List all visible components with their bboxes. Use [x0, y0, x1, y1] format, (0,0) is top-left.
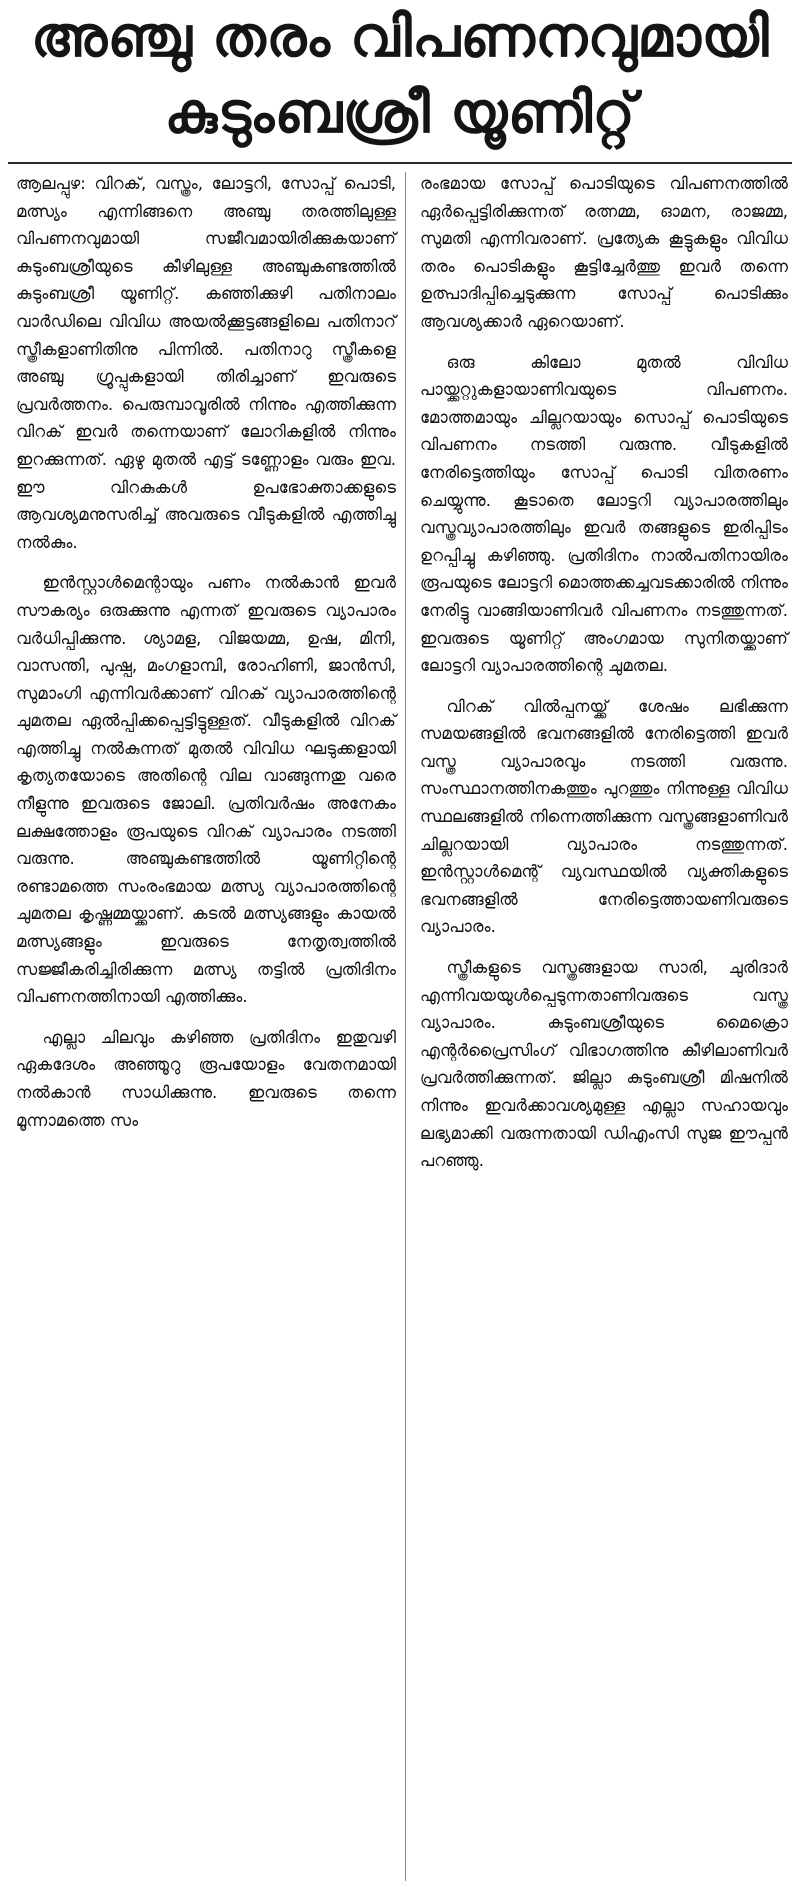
- headline-line-2: കുടുംബശ്രീ യൂണിറ്റ്: [164, 81, 636, 146]
- headline: [0, 0, 800, 152]
- article-column-right: [420, 170, 788, 1188]
- headline-rule: [8, 162, 792, 164]
- headline-line-1: അഞ്ചു തരം വിപണനവുമായി: [30, 5, 770, 70]
- article-column-left: [16, 170, 396, 1147]
- paragraph: എല്ലാ ചിലവും കഴിഞ്ഞ പ്രതിദിനം ഇതുവഴി ഏകദേശം അഞ്ഞൂറു രൂപയോളം വേതനമായി നൽകാൻ സാധിക്കുന്നു. ഇവരുടെ തന്നെ മൂന്നാമത്തെ സം: [16, 1027, 396, 1130]
- paragraph: ആലപ്പുഴ: വിറക്, വസ്ത്രം, ലോട്ടറി, സോപ്പ് പൊടി, മത്സ്യം എന്നിങ്ങനെ അഞ്ചു തരത്തിലുള്ള വിപണനവുമായി സജീവമായിരിക്കുകയാണ് കുടുംബശ്രീയുടെ കീഴിലുള്ള അഞ്ചുകണ്ടത്തിൽ കുടുംബശ്രീ യൂണിറ്റ്. കഞ്ഞിക്കുഴി പതിനാലം വാർഡിലെ വിവിധ അയൽക്കൂട്ടങ്ങളിലെ പതിനാറ് സ്ത്രീകളാണിതിനു പിന്നിൽ. പതിനാറു സ്ത്രീകളെ അഞ്ചു ഗ്രൂപ്പുകളായി തിരിച്ചാണ് ഇവരുടെ പ്രവർത്തനം. പെരുമ്പാവൂരിൽ നിന്നും എത്തിക്കുന്ന വിറക് ഇവർ തന്നെയാണ് ലോറികളിൽ നിന്നും ഇറക്കുന്നത്. ഏഴു മുതൽ എട്ട് ടണ്ണോളം വരും ഇവ. ഈ വിറകുകൾ ഉപഭോക്താക്കളുടെ ആവശ്യമനുസരിച്ച് അവരുടെ വീടുകളിൽ എത്തിച്ചു നൽകും.: [16, 174, 396, 552]
- column-divider: [405, 172, 406, 1881]
- paragraph: സ്ത്രീകളുടെ വസ്ത്രങ്ങളായ സാരി, ചുരിദാർ എന്നിവയയുൾപ്പെടുന്നതാണിവരുടെ വസ്ത്ര വ്യാപാരം. കുടുംബശ്രീയുടെ മൈക്രൊ എന്റർപ്രൈസിംഗ് വിഭാഗത്തിനു കീഴിലാണിവർ പ്രവർത്തിക്കുന്നത്. ജില്ലാ കുടുംബശ്രീ മിഷനിൽ നിന്നും ഇവർക്കാവശ്യമുള്ള എല്ലാ സഹായവും ലഭ്യമാക്കി വരുന്നതായി ഡിഎംസി സുജ ഈപ്പൻ പറഞ്ഞു.: [420, 958, 788, 1171]
- paragraph: ഇൻസ്റ്റാൾമെന്റായും പണം നൽകാൻ ഇവർ സൗകര്യം ഒരുക്കുന്നു എന്നത് ഇവരുടെ വ്യാപാരം വർധിപ്പിക്കുന്നു. ശ്യാമള, വിജയമ്മ, ഉഷ, മിനി, വാസന്തി, പുഷ്പ, മംഗളാമ്പി, രോഹിണി, ജാൻസി, സുമാംഗി എന്നിവർക്കാണ് വിറക് വ്യാപാരത്തിന്റെ ചുമതല ഏൽപ്പിക്കപ്പെട്ടിട്ടുള്ളത്. വീടുകളിൽ വിറക് എത്തിച്ചു നൽകുന്നത് മുതൽ വിവിധ ഘടുക്കളായി കൃത്യതയോടെ അതിന്റെ വില വാങ്ങുന്നതു വരെ നീളുന്നു ഇവരുടെ ജോലി. പ്രതിവർഷം അനേകം ലക്ഷത്തോളം രൂപയുടെ വിറക് വ്യാപാരം നടത്തി വരുന്നു. അഞ്ചുകണ്ടത്തിൽ യൂണിറ്റിന്റെ രണ്ടാമത്തെ സംരംഭമായ മത്സ്യ വ്യാപാരത്തിന്റെ ചുമതല കൃഷ്ണമ്മയ്ക്കാണ്. കടൽ മത്സ്യങ്ങളും കായൽ മത്സ്യങ്ങളും ഇവരുടെ നേതൃത്വത്തിൽ സജ്ജീകരിച്ചിരിക്കുന്ന മത്സ്യ തട്ടിൽ പ്രതിദിനം വിപണനത്തിനായി എത്തിക്കും.: [16, 573, 396, 1007]
- paragraph: രംഭമായ സോപ്പ് പൊടിയുടെ വിപണനത്തിൽ ഏർപ്പെട്ടിരിക്കുന്നത് രത്നമ്മ, ഓമന, രാജമ്മ, സുമതി എന്നിവരാണ്. പ്രത്യേക കൂട്ടുകളും വിവിധ തരം പൊടികളും കൂട്ടിച്ചേർത്തു ഇവർ തന്നെ ഉത്പാദിപ്പിച്ചെടുക്കുന്ന സോപ്പ് പൊടിക്കും ആവശ്യക്കാർ ഏറെയാണ്.: [420, 174, 788, 331]
- paragraph: ഒരു കിലോ മുതൽ വിവിധ പായ്ക്കറ്റുകളായാണിവയുടെ വിപണനം. മോത്തമായും ചില്ലറയായും സൊപ്പ് പൊടിയുടെ വിപണനം നടത്തി വരുന്നു. വീടുകളിൽ നേരിട്ടെത്തിയും സോപ്പ് പൊടി വിതരണം ചെയ്യുന്നു. കൂടാതെ ലോട്ടറി വ്യാപാരത്തിലും വസ്ത്രവ്യാപാരത്തിലും ഇവർ തങ്ങളുടെ ഇരിപ്പിടം ഉറപ്പിച്ചു കഴിഞ്ഞു. പ്രതിദിനം നാൽപതിനായിരം രൂപയുടെ ലോട്ടറി മൊത്തക്കച്ചവടക്കാരിൽ നിന്നും നേരിട്ടു വാങ്ങിയാണിവർ വിപണനം നടത്തുന്നത്. ഇവരുടെ യൂണിറ്റ് അംഗമായ സുനിതയ്ക്കാണ് ലോട്ടറി വ്യാപാരത്തിന്റെ ചുമതല.: [420, 352, 788, 676]
- paragraph: വിറക് വിൽപ്പനയ്ക്ക് ശേഷം ലഭിക്കുന്ന സമയങ്ങളിൽ ഭവനങ്ങളിൽ നേരിട്ടെത്തി ഇവർ വസ്ത്ര വ്യാപാരവും നടത്തി വരുന്നു. സംസ്ഥാനത്തിനകത്തും പുറത്തും നിന്നുള്ള വിവിധ സ്ഥലങ്ങളിൽ നിന്നെത്തിക്കുന്ന വസ്ത്രങ്ങളാണിവർ ചില്ലറയായി വ്യാപാരം നടത്തുന്നത്. ഇൻസ്റ്റാൾമെന്റ് വ്യവസ്ഥയിൽ വ്യക്തികളുടെ ഭവനങ്ങളിൽ നേരിട്ടെത്തായണിവരുടെ വ്യാപാരം.: [420, 696, 788, 937]
